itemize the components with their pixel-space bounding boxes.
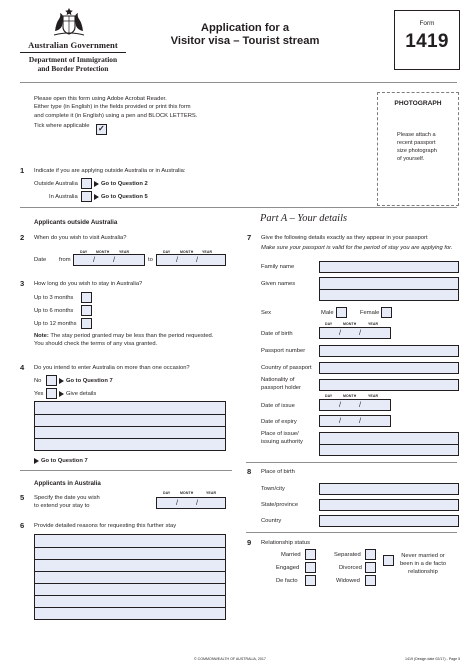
year-label: YEAR [119, 250, 130, 254]
separated-label: Separated [334, 552, 361, 558]
question-2-number: 2 [20, 233, 25, 242]
stay-note-line-2: You should check the terms of any visa granted. [34, 341, 158, 347]
question-9-number: 9 [247, 538, 252, 547]
de-facto-checkbox[interactable] [305, 575, 316, 586]
nationality-field[interactable] [319, 379, 459, 391]
date-slash: / [93, 255, 96, 264]
multiple-entry-no-checkbox[interactable] [46, 375, 57, 386]
section-rule [20, 470, 232, 471]
question-9-text: Relationship status [261, 540, 310, 546]
date-of-expiry-label: Date of expiry [261, 419, 297, 425]
country-label: Country [261, 518, 282, 524]
photograph-title: PHOTOGRAPH [394, 100, 442, 107]
extend-stay-date-field[interactable] [156, 497, 226, 509]
date-slash: / [176, 255, 179, 264]
date-of-birth-label: Date of birth [261, 331, 293, 337]
year-label: YEAR [368, 322, 379, 326]
nationality-label: Nationality of passport holder [261, 377, 301, 391]
date-slash: / [359, 400, 362, 409]
day-label: DAY [325, 322, 333, 326]
in-australia-label: In Australia [49, 194, 78, 200]
multiple-entry-yes-checkbox[interactable] [46, 388, 57, 399]
arrow-icon [59, 378, 64, 384]
goto-question-2: Go to Question 2 [101, 181, 148, 187]
date-of-issue-label: Date of issue [261, 403, 295, 409]
visit-to-date-field[interactable] [156, 254, 226, 266]
de-facto-label: De facto [276, 578, 298, 584]
give-details-label: Give details [66, 391, 97, 397]
tick-instruction: Tick where applicable [34, 123, 90, 130]
visit-from-date-field[interactable] [73, 254, 145, 266]
day-label: DAY [163, 250, 171, 254]
form-title: Application for a Visitor visa – Tourist stream [170, 22, 320, 48]
yes-label: Yes [34, 391, 44, 397]
coat-of-arms-icon [52, 6, 86, 38]
question-1-number: 1 [20, 166, 25, 175]
no-label: No [34, 378, 42, 384]
question-5-text: Specify the date you wish to extend your stay to [34, 495, 100, 509]
month-label: MONTH [343, 322, 357, 326]
outside-australia-label: Outside Australia [34, 181, 78, 187]
place-of-issue-label: Place of issue/ issuing authority [261, 431, 303, 445]
copyright-footer: © COMMONWEALTH OF AUSTRALIA, 2017 [194, 657, 266, 661]
page-footer: 1419 (Design date 02/17) - Page 5 [405, 657, 461, 661]
stay-12-months-checkbox[interactable] [81, 318, 92, 329]
family-name-field[interactable] [319, 261, 459, 273]
passport-number-label: Passport number [261, 348, 306, 354]
month-label: MONTH [180, 491, 194, 495]
arrow-icon [94, 194, 99, 200]
stay-12-months-label: Up to 12 months [34, 321, 77, 327]
year-label: YEAR [368, 394, 379, 398]
question-3-number: 3 [20, 279, 25, 288]
town-city-field[interactable] [319, 483, 459, 495]
photograph-instructions: Please attach a recent passport size photograph of yourself. [397, 132, 437, 163]
divorced-checkbox[interactable] [365, 562, 376, 573]
applicants-in-australia-heading: Applicants in Australia [34, 480, 101, 487]
sex-label: Sex [261, 310, 271, 316]
family-name-label: Family name [261, 264, 295, 270]
question-5-number: 5 [20, 493, 25, 502]
month-label: MONTH [180, 250, 194, 254]
never-married-checkbox[interactable] [383, 555, 394, 566]
never-married-label: Never married or been in a de facto relationship [399, 553, 447, 576]
section-rule [246, 532, 457, 533]
sex-female-checkbox[interactable] [381, 307, 392, 318]
country-of-passport-field[interactable] [319, 362, 459, 374]
date-slash: / [359, 416, 362, 425]
section-rule [20, 207, 457, 208]
question-1-text: Indicate if you are applying outside Australia or in Australia: [34, 168, 186, 174]
form-number: 1419 [405, 31, 449, 52]
question-6-text: Provide detailed reasons for requesting this further stay [34, 523, 177, 529]
day-label: DAY [163, 491, 171, 495]
sex-male-checkbox[interactable] [336, 307, 347, 318]
in-australia-checkbox[interactable] [81, 191, 92, 202]
divorced-label: Divorced [339, 565, 362, 571]
date-slash: / [339, 328, 342, 337]
question-7-number: 7 [247, 233, 252, 242]
date-of-birth-field[interactable] [319, 327, 391, 339]
question-7-subtext: Make sure your passport is valid for the period of stay you are applying for. [261, 245, 453, 251]
widowed-label: Widowed [336, 578, 360, 584]
year-label: YEAR [206, 491, 217, 495]
month-label: MONTH [343, 394, 357, 398]
header-divider [20, 52, 126, 53]
engaged-label: Engaged [276, 565, 300, 571]
month-label: MONTH [96, 250, 110, 254]
question-4-text: Do you intend to enter Australia on more than one occasion? [34, 365, 190, 371]
multiple-entry-details-field[interactable] [34, 401, 226, 451]
to-label: to [148, 257, 153, 263]
goto-question-7-after: Go to Question 7 [41, 458, 88, 464]
engaged-checkbox[interactable] [305, 562, 316, 573]
arrow-icon [94, 181, 99, 187]
given-names-label: Given names [261, 281, 296, 287]
date-slash: / [359, 328, 362, 337]
outside-australia-checkbox[interactable] [81, 178, 92, 189]
question-6-number: 6 [20, 521, 25, 530]
female-label: Female [360, 310, 380, 316]
date-of-issue-field[interactable] [319, 399, 391, 411]
tick-mark: ✓ [98, 124, 105, 133]
form-label: Form [419, 20, 435, 27]
stay-note: Note: The stay period granted may be less than the period requested. [34, 333, 214, 339]
date-slash: / [176, 498, 179, 507]
question-7-text: Give the following details exactly as they appear in your passport [261, 235, 428, 241]
question-4-number: 4 [20, 363, 25, 372]
state-province-label: State/province [261, 502, 299, 508]
date-slash: / [196, 498, 199, 507]
applicants-outside-heading: Applicants outside Australia [34, 219, 118, 226]
goto-question-5: Go to Question 5 [101, 194, 148, 200]
date-slash: / [339, 416, 342, 425]
passport-number-field[interactable] [319, 345, 459, 357]
given-names-field[interactable] [319, 277, 459, 301]
question-2-text: When do you wish to visit Australia? [34, 235, 127, 241]
separated-checkbox[interactable] [365, 549, 376, 560]
day-label: DAY [80, 250, 88, 254]
day-label: DAY [325, 394, 333, 398]
section-rule [246, 462, 457, 463]
question-3-text: How long do you wish to stay in Australia? [34, 281, 143, 287]
from-label: from [59, 257, 71, 263]
date-of-expiry-field[interactable] [319, 415, 391, 427]
question-8-number: 8 [247, 467, 252, 476]
widowed-checkbox[interactable] [365, 575, 376, 586]
town-city-label: Town/city [261, 486, 285, 492]
stay-6-months-checkbox[interactable] [81, 305, 92, 316]
goto-question-7: Go to Question 7 [66, 378, 113, 384]
year-label: YEAR [202, 250, 213, 254]
married-checkbox[interactable] [305, 549, 316, 560]
date-slash: / [196, 255, 199, 264]
header-rule [20, 82, 457, 83]
place-of-issue-field[interactable] [319, 432, 459, 456]
male-label: Male [321, 310, 334, 316]
question-8-text: Place of birth [261, 469, 295, 475]
stay-3-months-checkbox[interactable] [81, 292, 92, 303]
country-field[interactable] [319, 515, 459, 527]
country-of-passport-label: Country of passport [261, 365, 312, 371]
date-slash: / [113, 255, 116, 264]
department-name: Department of Immigration and Border Protection [28, 55, 118, 73]
date-label: Date [34, 257, 47, 263]
further-stay-reasons-field[interactable] [34, 534, 226, 620]
stay-3-months-label: Up to 3 months [34, 295, 74, 301]
stay-6-months-label: Up to 6 months [34, 308, 74, 314]
arrow-icon [34, 458, 39, 464]
part-a-heading: Part A – Your details [260, 213, 347, 224]
state-province-field[interactable] [319, 499, 459, 511]
intro-instructions: Please open this form using Adobe Acrobat Reader. Either type (in English) in the fields provided or print this form and complete it (in English) using a pen and BLOCK LETTERS. Tick where applicable [34, 95, 334, 131]
date-slash: / [339, 400, 342, 409]
arrow-icon [59, 391, 64, 397]
government-name: Australian Government [28, 40, 118, 50]
married-label: Married [281, 552, 301, 558]
